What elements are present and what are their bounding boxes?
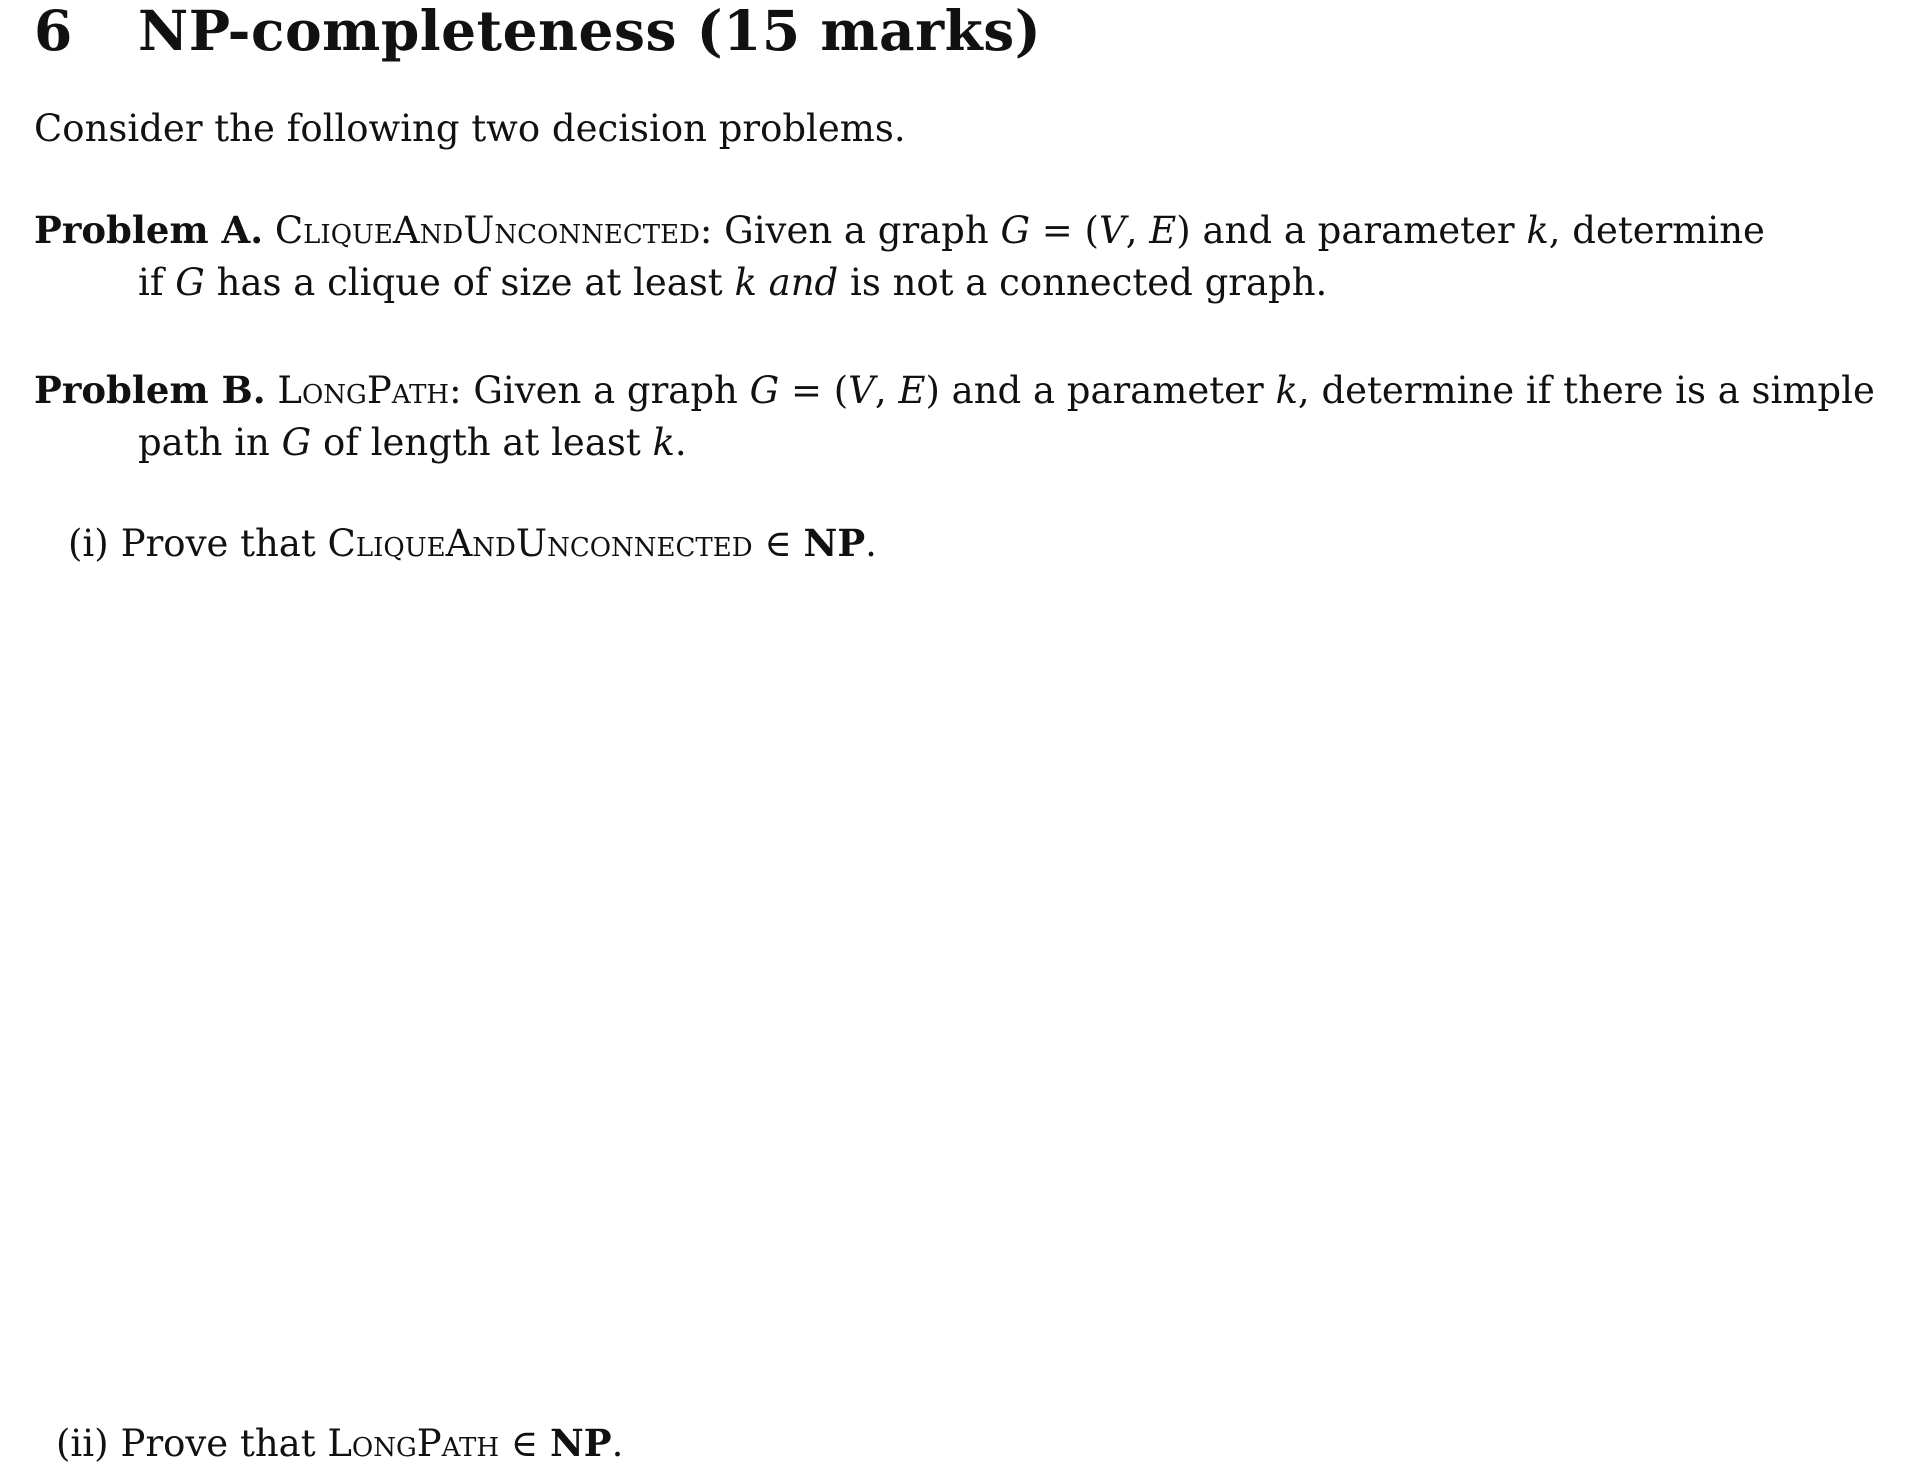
problem-a-text: Given a graph <box>712 209 1001 252</box>
math-equals: = ( <box>1030 209 1099 252</box>
math-var-v: V <box>848 369 875 412</box>
intro-text: Consider the following two decision problems. <box>34 107 906 150</box>
math-var-k: k <box>1526 209 1549 252</box>
part-i-prefix: Prove that <box>120 522 328 565</box>
problem-b-text: . <box>674 421 687 464</box>
problem-a-text: , determine <box>1548 209 1765 252</box>
problem-a-name: CliqueAndUnconnected <box>274 209 700 252</box>
problem-a-line-1 <box>34 204 1892 257</box>
problem-b-name: LongPath <box>277 369 450 412</box>
problem-b-text: of length at least <box>311 421 653 464</box>
emphasis-and: and <box>756 261 839 304</box>
math-var-e: E <box>1149 209 1177 252</box>
math-var-g: G <box>1000 209 1031 252</box>
math-var-e: E <box>898 369 926 412</box>
problem-a-text: ) and a parameter <box>1176 209 1527 252</box>
problem-a-line-2 <box>34 257 1892 309</box>
math-var-k: k <box>652 421 675 464</box>
problem-b-text: ) and a parameter <box>925 369 1276 412</box>
problem-b-text: path in <box>138 421 282 464</box>
part-ii-number: (ii) <box>56 1422 109 1465</box>
math-comma: , <box>874 369 899 412</box>
problem-b-line-1 <box>34 364 1892 417</box>
part-i-question <box>68 518 877 569</box>
section-title: NP-completeness (15 marks) <box>138 0 1042 63</box>
problem-a-text: has a clique of size at least <box>204 261 735 304</box>
math-var-k: k <box>1275 369 1298 412</box>
math-var-k: k <box>734 261 757 304</box>
math-var-v: V <box>1099 209 1126 252</box>
answer-space-part-i <box>34 600 1892 1390</box>
element-of-symbol: ∈ <box>752 522 804 565</box>
math-equals: = ( <box>779 369 849 412</box>
element-of-symbol: ∈ <box>499 1422 550 1465</box>
part-i-number: (i) <box>68 522 109 565</box>
complexity-class-np: NP <box>803 521 866 565</box>
section-heading <box>34 0 1041 62</box>
part-ii-question <box>56 1418 623 1469</box>
problem-b <box>34 364 1892 469</box>
section-number: 6 <box>34 0 73 63</box>
part-ii-prefix: Prove that <box>120 1422 328 1465</box>
problem-a <box>34 204 1892 309</box>
problem-b-text: , determine if there is a simple <box>1297 369 1875 412</box>
math-var-g: G <box>175 261 205 304</box>
problem-a-text: is not a connected graph. <box>838 261 1328 304</box>
math-var-g: G <box>749 369 780 412</box>
problem-a-label: Problem A. <box>34 208 264 252</box>
problem-b-line-2 <box>34 417 1892 469</box>
complexity-class-np: NP <box>549 1421 612 1465</box>
problem-b-text: Given a graph <box>461 369 750 412</box>
problem-b-label: Problem B. <box>34 368 266 412</box>
part-ii-problem-name: LongPath <box>327 1422 500 1465</box>
part-i-problem-name: CliqueAndUnconnected <box>327 522 753 565</box>
math-comma: , <box>1125 209 1150 252</box>
problem-a-text: if <box>138 261 176 304</box>
problem-b-colon: : <box>449 369 462 412</box>
problem-a-colon: : <box>699 209 713 252</box>
part-ii-suffix: . <box>611 1422 624 1465</box>
math-var-g: G <box>281 421 312 464</box>
part-i-suffix: . <box>865 522 877 565</box>
